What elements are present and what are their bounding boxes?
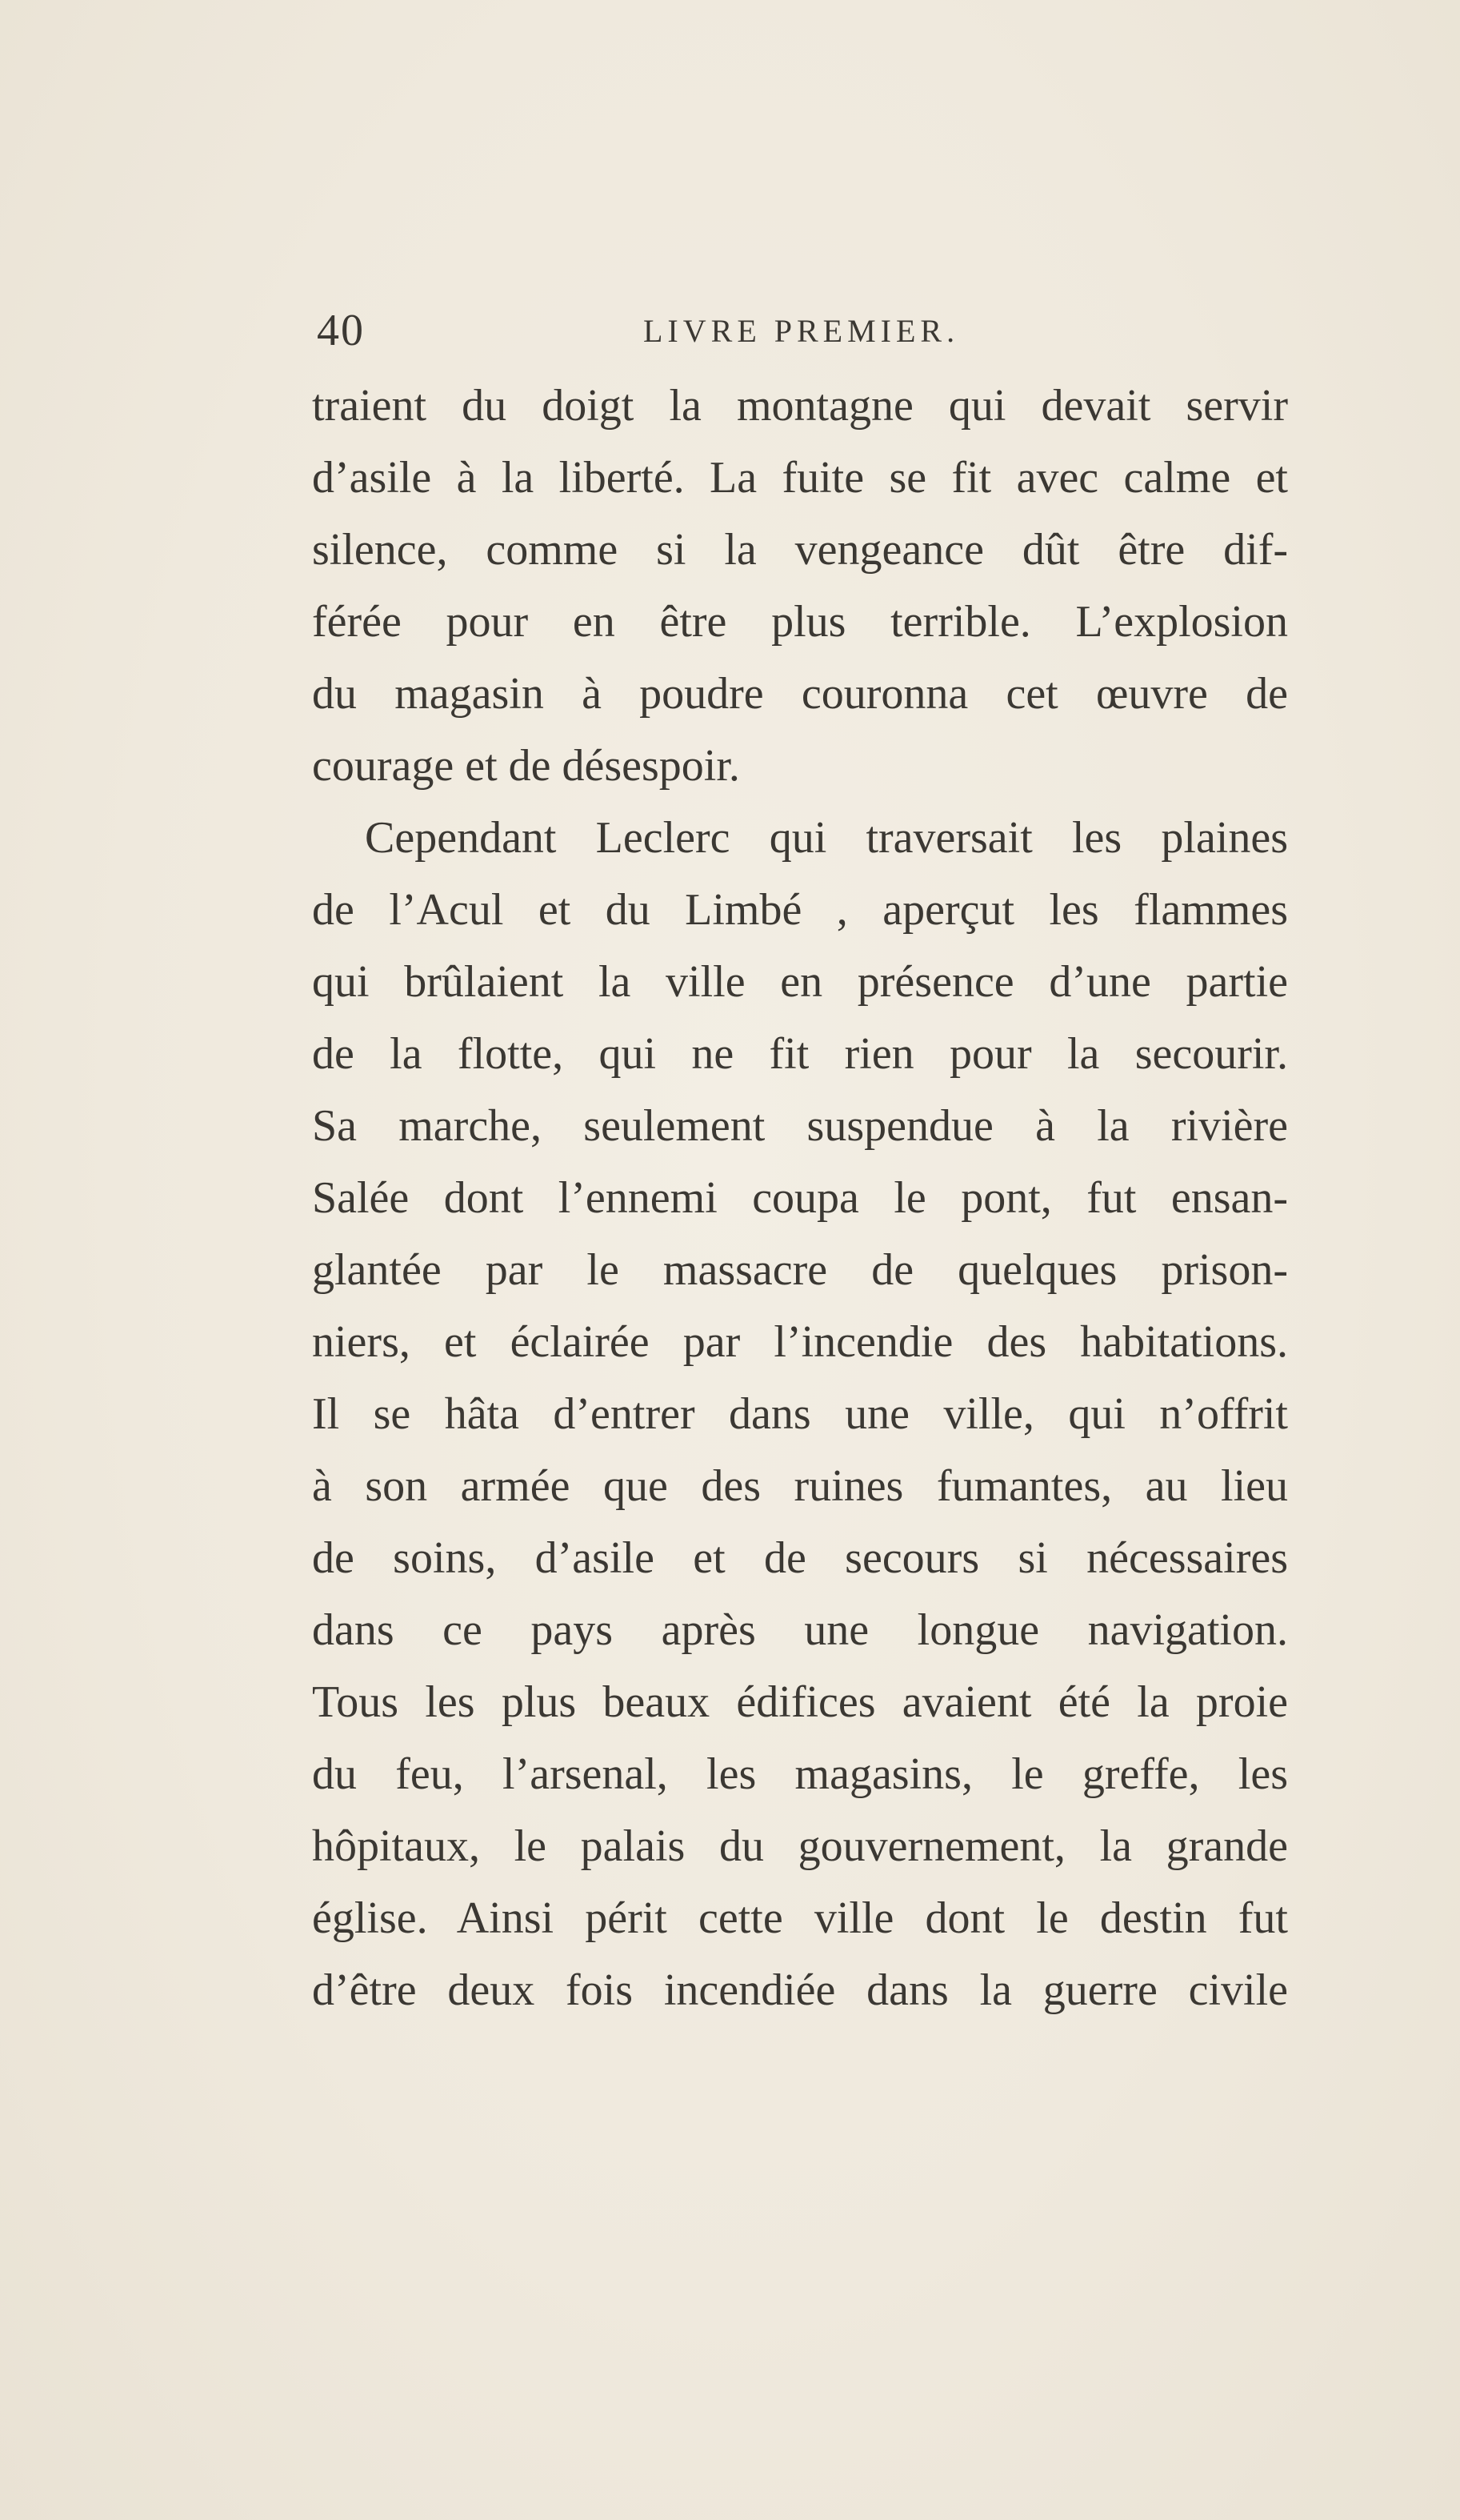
text-line: Cependant Leclerc qui traversait les plaines [365, 813, 1288, 863]
running-head [317, 302, 1285, 359]
running-title: LIVRE PREMIER. [643, 313, 960, 349]
body-text [312, 370, 1288, 2026]
text-line: Sa marche, seulement suspendue à la rivière [312, 1101, 1288, 1151]
text-line: dans ce pays après une longue navigation. [312, 1605, 1288, 1655]
text-line: courage et de désespoir. [312, 741, 740, 791]
text-line: glantée par le massacre de quelques prison- [312, 1245, 1288, 1295]
text-line: du feu, l’arsenal, les magasins, le greffe, les [312, 1749, 1288, 1799]
text-line: de soins, d’asile et de secours si nécessaires [312, 1533, 1288, 1583]
text-line: Il se hâta d’entrer dans une ville, qui n’offrit [312, 1389, 1288, 1439]
text-line: traient du doigt la montagne qui devait servir [312, 381, 1288, 431]
text-line: Tous les plus beaux édifices avaient été la proie [312, 1677, 1288, 1727]
text-line: férée pour en être plus terrible. L’explosion [312, 597, 1288, 647]
text-line: d’asile à la liberté. La fuite se fit avec calme et [312, 453, 1288, 503]
text-line: d’être deux fois incendiée dans la guerre civile [312, 1965, 1288, 2015]
text-line: à son armée que des ruines fumantes, au lieu [312, 1461, 1288, 1511]
text-line: de la flotte, qui ne fit rien pour la secourir. [312, 1029, 1288, 1079]
text-line: silence, comme si la vengeance dût être dif- [312, 525, 1288, 575]
page-number: 40 [317, 306, 365, 355]
text-line: du magasin à poudre couronna cet œuvre de [312, 669, 1288, 719]
text-line: église. Ainsi périt cette ville dont le destin fut [312, 1893, 1288, 1943]
text-line: Salée dont l’ennemi coupa le pont, fut ensan- [312, 1173, 1288, 1223]
text-line: hôpitaux, le palais du gouvernement, la grande [312, 1821, 1288, 1871]
text-line: de l’Acul et du Limbé , aperçut les flammes [312, 885, 1288, 935]
text-line: qui brûlaient la ville en présence d’une partie [312, 957, 1288, 1007]
text-line: niers, et éclairée par l’incendie des habitations. [312, 1317, 1288, 1367]
